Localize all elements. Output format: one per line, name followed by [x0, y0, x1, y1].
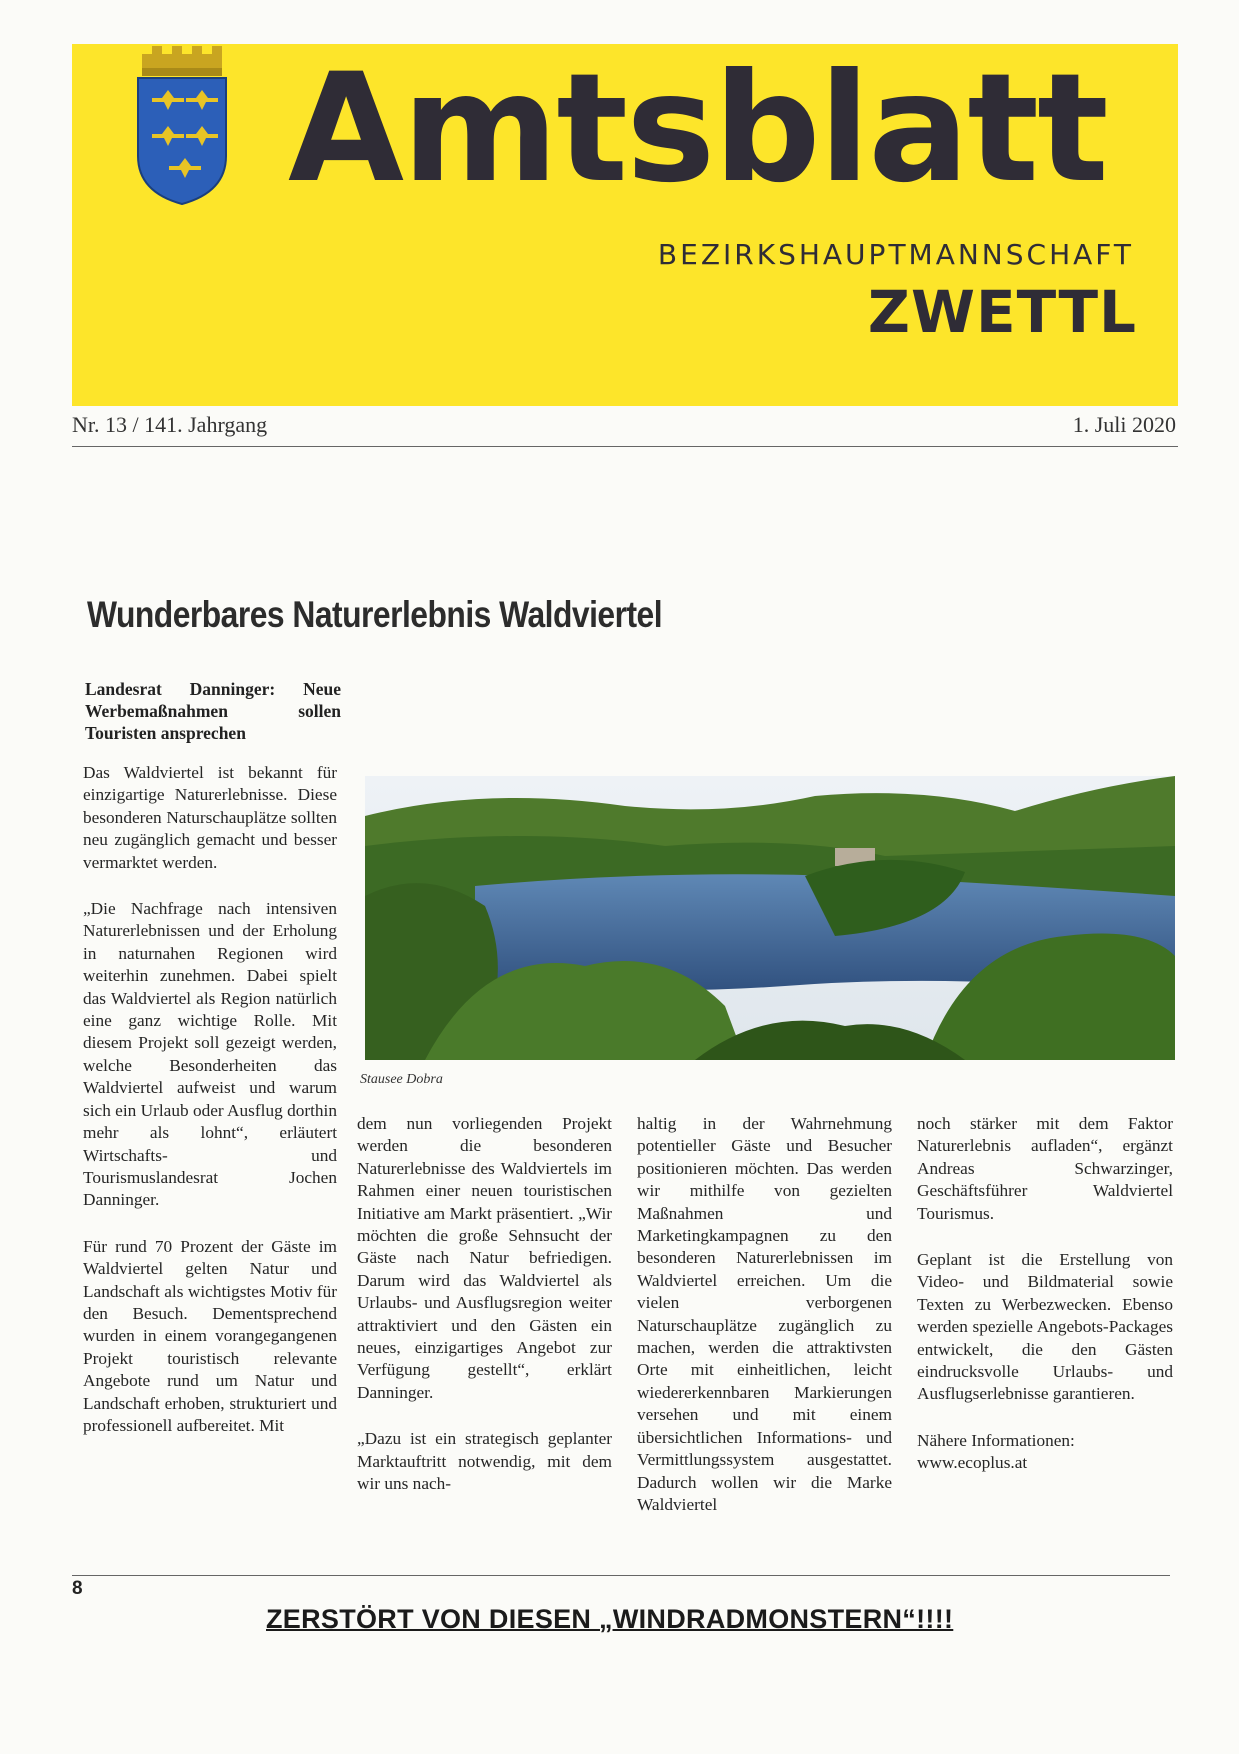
article-subhead: Landesrat Danninger: Neue Werbemaßnahmen sollen Touristen ansprechen	[85, 679, 341, 743]
article-column-2	[357, 1113, 612, 1520]
header-divider	[72, 446, 1178, 447]
district-name: ZWETTL	[867, 278, 1137, 346]
article-column-1	[83, 762, 337, 1461]
article-column-4	[917, 1113, 1173, 1475]
more-info-label: Nähere Informationen:	[917, 1430, 1075, 1450]
paragraph: dem nun vorliegenden Projekt werden die besonderen Naturerlebnisse des Waldviertels im Rahmen einer neuen touristischen Initiative am Markt präsentiert. „Wir möchten die große Sehnsucht der Gäste nach Natur befriedigen. Darum wird das Waldviertel als Urlaubs- und Ausflugsregion weiter attraktiviert und den Gästen ein neues, einzigartiges Angebot zur Verfügung gestellt“, erklärt Danninger.	[357, 1114, 612, 1402]
lake-photo	[365, 776, 1175, 1060]
issue-date: 1. Juli 2020	[1072, 412, 1176, 437]
paragraph: haltig in der Wahrnehmung potentieller Gäste und Besucher positionieren möchten. Das werden wir mithilfe von gezielten Maßnahmen und Marketingkampagnen zu den besonderen Naturerlebnissen im Waldviertel erreichen. Um die vielen verborgenen Naturschauplätze zugänglich zu machen, werden die attraktivsten Orte mit einheitlichen, leicht wiedererkennbaren Markierungen versehen und mit einem übersichtlichen Informations- und Vermittlungssystem ausgestattet. Dadurch wollen wir die Marke Waldviertel	[637, 1114, 892, 1514]
article-headline: Wunderbares Naturerlebnis Waldviertel	[87, 594, 663, 635]
coat-of-arms-icon	[134, 46, 230, 206]
issue-number: Nr. 13 / 141. Jahrgang	[72, 412, 268, 437]
protest-banner: ZERSTÖRT VON DIESEN „WINDRADMONSTERN“!!!!	[266, 1604, 954, 1634]
article-column-3	[637, 1113, 892, 1540]
footer-divider	[72, 1575, 1170, 1576]
page-number: 8	[72, 1578, 83, 1599]
more-info-link[interactable]: www.ecoplus.at	[917, 1453, 1028, 1473]
paragraph: Das Waldviertel ist bekannt für einzigartige Naturerlebnisse. Diese besonderen Naturschauplätze sollten neu zugänglich gemacht und besser vermarktet werden.	[83, 763, 337, 872]
authority-name: BEZIRKSHAUPTMANNSCHAFT	[657, 238, 1134, 271]
paragraph: „Dazu ist ein strategisch geplanter Marktauftritt notwendig, mit dem wir uns nach-	[357, 1429, 612, 1494]
paragraph: Für rund 70 Prozent der Gäste im Waldviertel gelten Natur und Landschaft als wichtigstes Motiv für den Besuch. Dementsprechend wurden in einem vorangegangenen Projekt touristisch relevante Angebote rund um Natur und Landschaft erhoben, strukturiert und professionell aufbereitet. Mit	[83, 1236, 337, 1435]
masthead-title: Amtsblatt	[288, 42, 1107, 216]
photo-caption: Stausee Dobra	[360, 1072, 443, 1087]
paragraph: Geplant ist die Erstellung von Video- und Bildmaterial sowie Texten zu Werbezwecken. Ebenso werden spezielle Angebots-Packages entwickelt, die den Gästen eindrucksvolle Urlaubs- und Ausflugserlebnisse garantieren.	[917, 1250, 1173, 1404]
paragraph: noch stärker mit dem Faktor Naturerlebnis aufladen“, ergänzt Andreas Schwarzinger, Geschäftsführer Waldviertel Tourismus.	[917, 1114, 1173, 1223]
paragraph: „Die Nachfrage nach intensiven Naturerlebnissen und der Erholung in naturnahen Regionen wird weiterhin zunehmen. Dabei spielt das Waldviertel als Region natürlich eine ganz wichtige Rolle. Mit diesem Projekt soll gezeigt werden, welche Besonderheiten das Waldviertel aufweist und warum sich ein Urlaub oder Ausflug dorthin mehr als lohnt“, erläutert Wirtschafts- und Tourismuslandesrat Jochen Danninger.	[83, 899, 337, 1210]
